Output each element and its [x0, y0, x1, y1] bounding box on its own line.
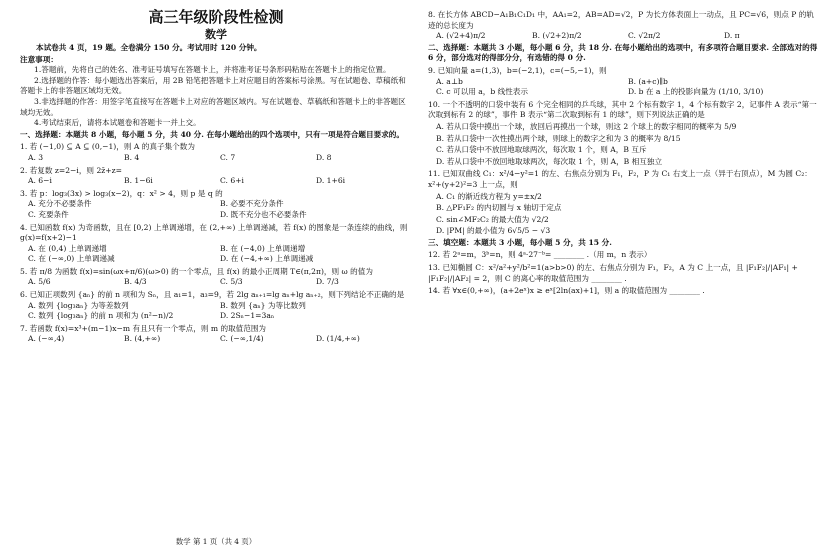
- option-c: C. 数列 {log₃aₙ} 的前 n 项和为 (n²−n)/2: [28, 311, 174, 321]
- option-a: A. a⊥b: [436, 76, 463, 86]
- question-11: [428, 169, 820, 237]
- option-a: A. C₁ 的渐近线方程为 y=±x/2: [436, 191, 542, 201]
- question-2: [20, 166, 412, 187]
- left-column: [20, 8, 412, 345]
- note-item: 2.选择题的作答：每小题选出答案后，用 2B 铅笔把答题卡上对应题目的答案标号涂黑。写在试题卷、草稿纸和答题卡上的非答题区域均无效。: [20, 75, 406, 96]
- option-d: D. 在 (−4,+∞) 上单调递减: [220, 254, 314, 264]
- subject-title: 数学: [205, 28, 227, 41]
- option-d: D. 若从口袋中不放回地取球两次，每次取 1 个，则 A，B 相互独立: [436, 156, 663, 166]
- option-a: A. 数列 {log₃aₙ} 为等差数列: [28, 300, 129, 310]
- section-2-heading: 二、选择题：本题共 3 小题，每小题 6 分，共 18 分. 在每小题给出的选项中，有多项符合题目要求. 全部选对的得 6 分，部分选对的得部分分，有选错的得 0 分.: [428, 42, 818, 63]
- option-d: D. π: [724, 31, 740, 41]
- option-b: B. 4/3: [124, 277, 147, 287]
- question-3: [20, 189, 412, 221]
- option-c: C. 充要条件: [28, 209, 69, 219]
- option-c: C. (−∞,1/4): [220, 334, 264, 344]
- question-6: [20, 290, 412, 322]
- option-d: D. (1/4,+∞): [316, 334, 360, 344]
- question-10: [428, 100, 820, 168]
- note-item: 1.答题前，先将自己的姓名、准考证号填写在答题卡上，并将准考证号条形码粘贴在答题卡上的指定位置。: [34, 65, 391, 75]
- note-item: 4.考试结束后，请将本试题卷和答题卡一并上交。: [34, 118, 201, 128]
- question-stem: 5. 若 π/8 为函数 f(x)=sin(ωx+π/6)(ω>0) 的一个零点，且 f(x) 的最小正周期 T∈(π,2π)，则 ω 的值为: [20, 266, 373, 276]
- question-stem: 6. 已知正项数列 {aₙ} 的前 n 项和为 Sₙ，且 a₁=1，a₃=9，若 2lg aₙ₊₁=lg aₙ+lg aₙ₊₂，则下列结论不正确的是: [20, 290, 405, 300]
- option-a: A. 6−i: [28, 176, 52, 186]
- option-a: A. 5/6: [28, 277, 51, 287]
- question-13: 13. 已知椭圆 C：x²/a²+y²/b²=1(a>b>0) 的左、右焦点分别为 F₁，F₂，A 为 C 上一点，且 |F₁F₂|/|AF₁| + |F₁F₂|/|AF₂| = 2，则 C 的离心率的取值范围为 ________ .: [428, 263, 798, 283]
- option-c: C. 6+i: [220, 176, 244, 186]
- option-c: C. c 可以用 a，b 线性表示: [436, 87, 528, 97]
- page-title: 高三年级阶段性检测: [148, 8, 284, 26]
- option-d: D. 1+6i: [316, 176, 346, 186]
- option-b: B. 1−6i: [124, 176, 153, 186]
- question-5: [20, 267, 412, 288]
- option-d: D. 7/3: [316, 277, 339, 287]
- question-stem: 4. 已知函数 f(x) 为奇函数，且在 [0,2) 上单调递增，在 (2,+∞) 上单调递减，若 f(x) 的图象是一条连续的曲线，则 g(x)=f(x+2)−1: [20, 222, 408, 243]
- question-14: 14. 若 ∀x∈(0,+∞)，(a+2eˣ)x ≥ eˣ[2ln(ax)+1]，则 a 的取值范围为 ________ .: [428, 286, 705, 296]
- option-b: B. (√2+2)π/2: [532, 31, 582, 41]
- question-7: [20, 324, 412, 345]
- question-8: [428, 10, 820, 42]
- option-b: B. 若从口袋中一次性摸出两个球，则球上的数字之和为 3 的概率为 8/15: [436, 133, 681, 143]
- question-stem: 3. 若 p：log₃(3x) > log₃(x−2)，q：x² > 4，则 p 是 q 的: [20, 188, 223, 198]
- option-a: A. (−∞,4): [28, 334, 65, 344]
- question-12: 12. 若 2ᵃ=m，3ᵇ=n，则 4ᵃ·27⁻ᵇ= ________ .（用 m，n 表示）: [428, 250, 652, 260]
- question-stem: 8. 在长方体 ABCD−A₁B₁C₁D₁ 中，AA₁=2，AB=AD=√2，P 为长方体表面上一动点，且 PC=√6，则点 P 的轨迹的总长度为: [428, 10, 814, 30]
- option-a: A. 充分不必要条件: [28, 199, 92, 209]
- option-b: B. (4,+∞): [124, 334, 161, 344]
- option-d: D. b 在 a 上的投影向量为 (1/10, 3/10): [628, 87, 764, 97]
- option-a: A. 3: [28, 152, 44, 162]
- option-c: C. 在 (−∞,0) 上单调递减: [28, 254, 115, 264]
- option-c: C. √2π/2: [628, 31, 661, 41]
- option-a: A. (√2+4)π/2: [436, 31, 486, 41]
- option-d: D. 8: [316, 152, 332, 162]
- section-3-heading: 三、填空题：本题共 3 小题，每小题 5 分，共 15 分.: [428, 237, 612, 247]
- note-item: 3.非选择题的作答：用签字笔直接写在答题卡上对应的答题区域内。写在试题卷、草稿纸和答题卡上的非答题区域均无效。: [20, 96, 406, 117]
- section-1-heading: 一、选择题：本题共 8 小题，每小题 5 分，共 40 分. 在每小题给出的四个选项中，只有一项是符合题目要求的。: [20, 129, 404, 139]
- option-b: B. △PF₁F₂ 的内切圆与 x 轴切于定点: [436, 203, 562, 213]
- question-4: [20, 223, 412, 265]
- exam-intro: 本试卷共 4 页，19 题。全卷满分 150 分。考试用时 120 分钟。: [36, 43, 262, 52]
- option-d: D. 2Sₙ−1=3aₙ: [220, 311, 275, 321]
- option-d: D. |PM| 的最小值为 6√5/5 − √3: [436, 226, 551, 236]
- question-stem: 1. 若 (−1,0) ⊆ A ⊆ (0,−1)，则 A 的真子集个数为: [20, 142, 195, 152]
- option-a: A. 若从口袋中摸出一个球，放回后再摸出一个球，则这 2 个球上的数字相同的概率为 5/9: [436, 121, 737, 131]
- question-stem: 9. 已知向量 a=(1,3)，b=(−2,1)，c=(−5,−1)，则: [428, 65, 607, 75]
- question-stem: 7. 若函数 f(x)=x³+(m−1)x−m 有且只有一个零点，则 m 的取值范围为: [20, 323, 267, 333]
- option-b: B. 4: [124, 152, 140, 162]
- question-stem: 11. 已知双曲线 C₁：x²/4−y²=1 的左、右焦点分别为 F₁，F₂，P 为 C₁ 右支上一点（异于右顶点），M 为圆 C₂：x²+(y+2)²=3 上一点，则: [428, 169, 812, 189]
- option-d: D. 既不充分也不必要条件: [220, 209, 307, 219]
- right-column: [428, 8, 820, 297]
- option-c: C. 7: [220, 152, 236, 162]
- option-b: B. 在 (−4,0) 上单调递增: [220, 243, 306, 253]
- option-b: B. 必要不充分条件: [220, 199, 284, 209]
- option-a: A. 在 (0,4) 上单调递增: [28, 243, 107, 253]
- question-stem: 2. 若复数 z=2−i，则 2z̄+z=: [20, 165, 122, 175]
- option-c: C. 若从口袋中不放回地取球两次，每次取 1 个，则 A，B 互斥: [436, 145, 647, 155]
- question-1: [20, 142, 412, 163]
- page-footer: 数学 第 1 页（共 4 页）: [175, 537, 257, 546]
- question-stem: 10. 一个不透明的口袋中装有 6 个完全相同的乒乓球，其中 2 个标有数字 1，4 个标有数字 2，记事件 A 表示“第一次取到标有 2 的球”，事件 B 表示“第二次取到标有 1 的球”，则下列说法正确的是: [428, 99, 817, 120]
- option-b: B. (a+c)∥b: [628, 76, 668, 86]
- option-c: C. sin∠MF₂C₂ 的最大值为 √2/2: [436, 214, 549, 224]
- option-c: C. 5/3: [220, 277, 243, 287]
- notes-heading: 注意事项：: [20, 54, 58, 64]
- question-9: [428, 66, 820, 98]
- option-b: B. 数列 {aₙ} 为等比数列: [220, 300, 306, 310]
